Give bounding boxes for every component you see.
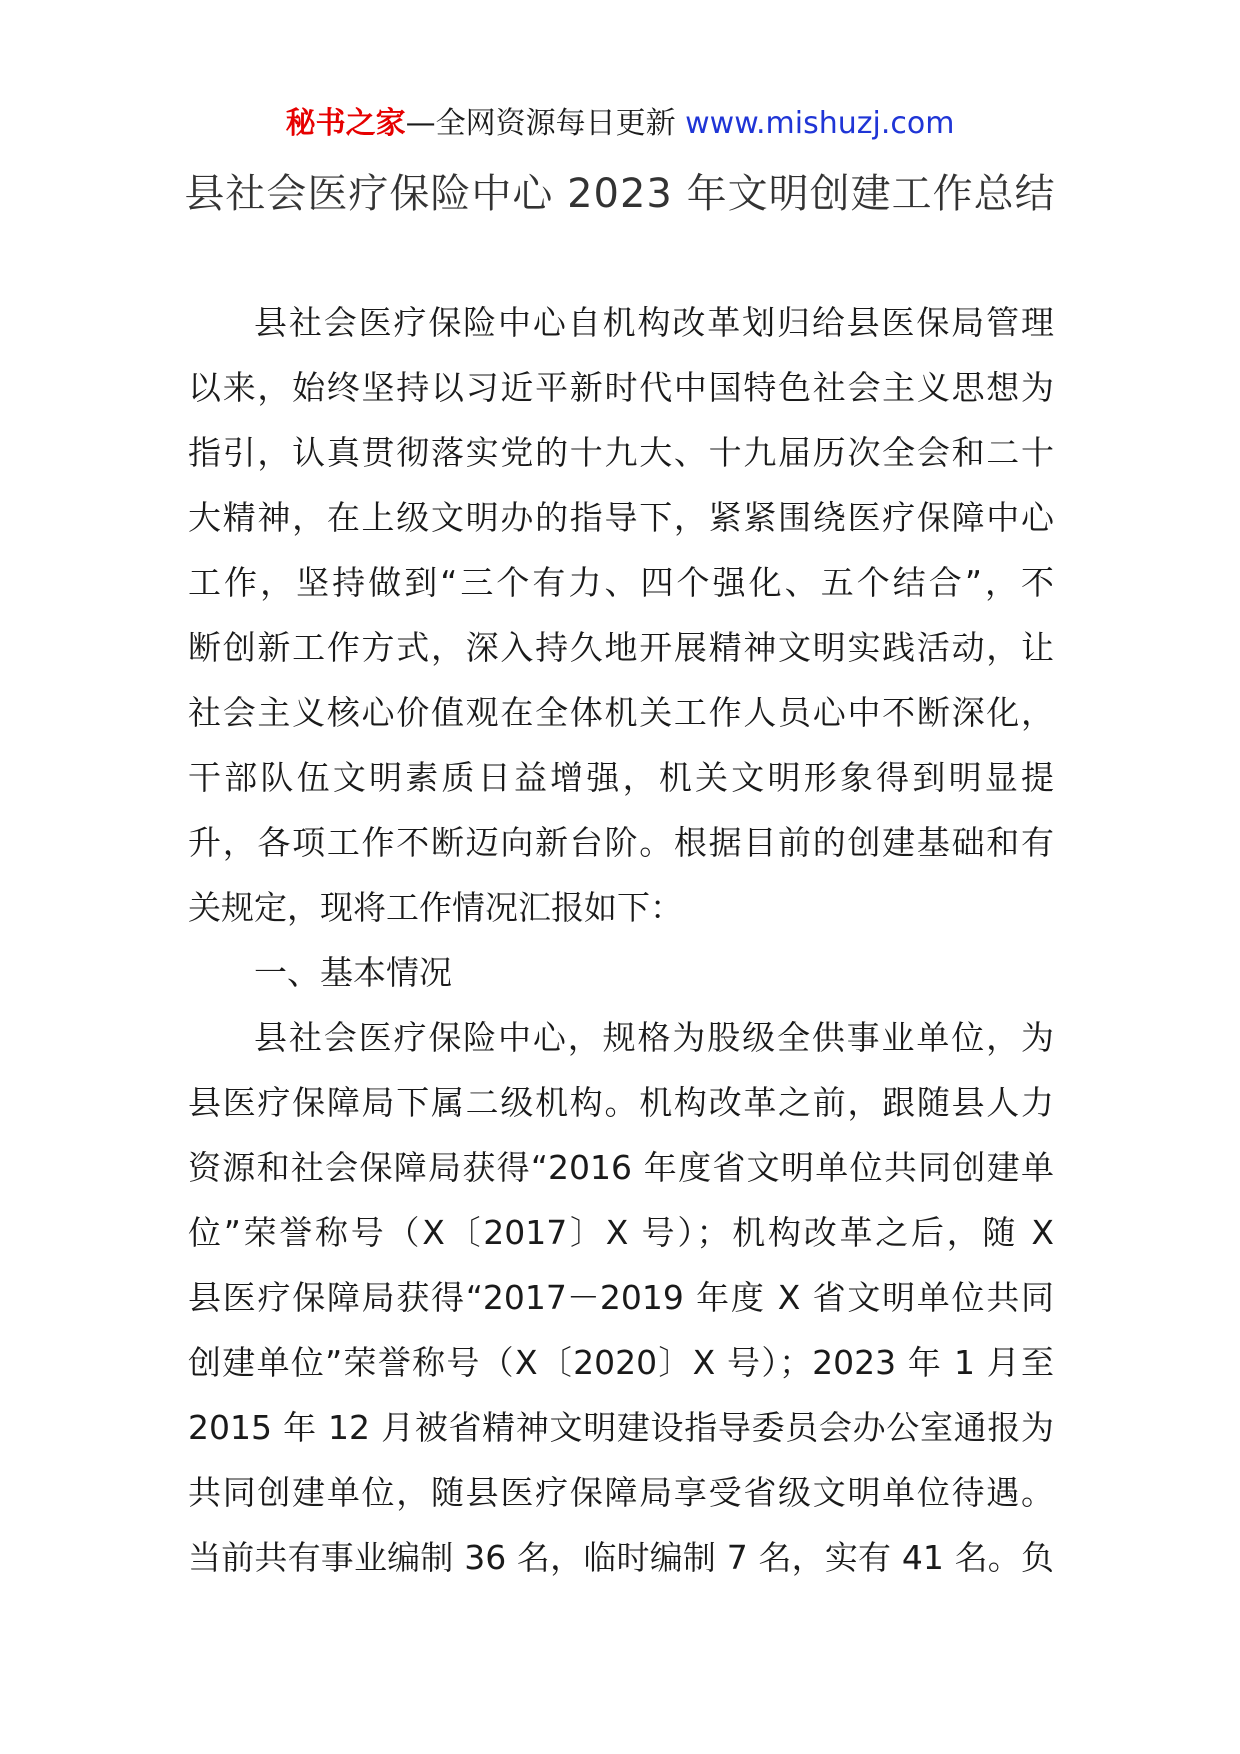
paragraph-line: 干部队伍文明素质日益增强，机关文明形象得到明显提 [188, 758, 1054, 797]
site-brand: 秘书之家 [285, 106, 406, 141]
paragraph-line: 位”荣誉称号（X〔2017〕X 号）；机构改革之后，随 X [188, 1213, 1054, 1252]
site-tagline: —全网资源每日更新 [405, 106, 686, 141]
paragraph-line: 创建单位”荣誉称号（X〔2020〕X 号）；2023 年 1 月至 [188, 1343, 1054, 1382]
paragraph-line: 共同创建单位，随县医疗保障局享受省级文明单位待遇。 [188, 1473, 1054, 1512]
paragraph-line: 升，各项工作不断迈向新台阶。根据目前的创建基础和有 [188, 823, 1054, 862]
paragraph-line: 断创新工作方式，深入持久地开展精神文明实践活动，让 [188, 628, 1054, 667]
section-heading: 一、基本情况 [254, 953, 452, 992]
paragraph-line: 大精神，在上级文明办的指导下，紧紧围绕医疗保障中心 [188, 498, 1054, 537]
document-body [188, 290, 1054, 1590]
paragraph-line: 指引，认真贯彻落实党的十九大、十九届历次全会和二十 [188, 433, 1054, 472]
paragraph-line: 县医疗保障局获得“2017－2019 年度 X 省文明单位共同 [188, 1278, 1054, 1317]
paragraph-line: 县社会医疗保险中心自机构改革划归给县医保局管理 [254, 303, 1054, 342]
paragraph-line: 县医疗保障局下属二级机构。机构改革之前，跟随县人力 [188, 1083, 1054, 1122]
paragraph-line: 资源和社会保障局获得“2016 年度省文明单位共同创建单 [188, 1148, 1054, 1187]
paragraph-line: 2015 年 12 月被省精神文明建设指导委员会办公室通报为 [188, 1408, 1054, 1447]
paragraph-line: 关规定，现将工作情况汇报如下： [188, 888, 683, 927]
paragraph-line: 社会主义核心价值观在全体机关工作人员心中不断深化， [188, 693, 1054, 732]
site-url-link[interactable]: www.mishuzj.com [685, 106, 955, 141]
paragraph-line: 县社会医疗保险中心，规格为股级全供事业单位，为 [254, 1018, 1054, 1057]
site-header [0, 102, 1240, 146]
paragraph-line: 工作，坚持做到“三个有力、四个强化、五个结合”，不 [188, 563, 1054, 602]
paragraph-line: 当前共有事业编制 36 名，临时编制 7 名，实有 41 名。负 [188, 1538, 1054, 1577]
paragraph-line: 以来，始终坚持以习近平新时代中国特色社会主义思想为 [188, 368, 1054, 407]
document-title: 县社会医疗保险中心 2023 年文明创建工作总结 [184, 171, 1056, 217]
